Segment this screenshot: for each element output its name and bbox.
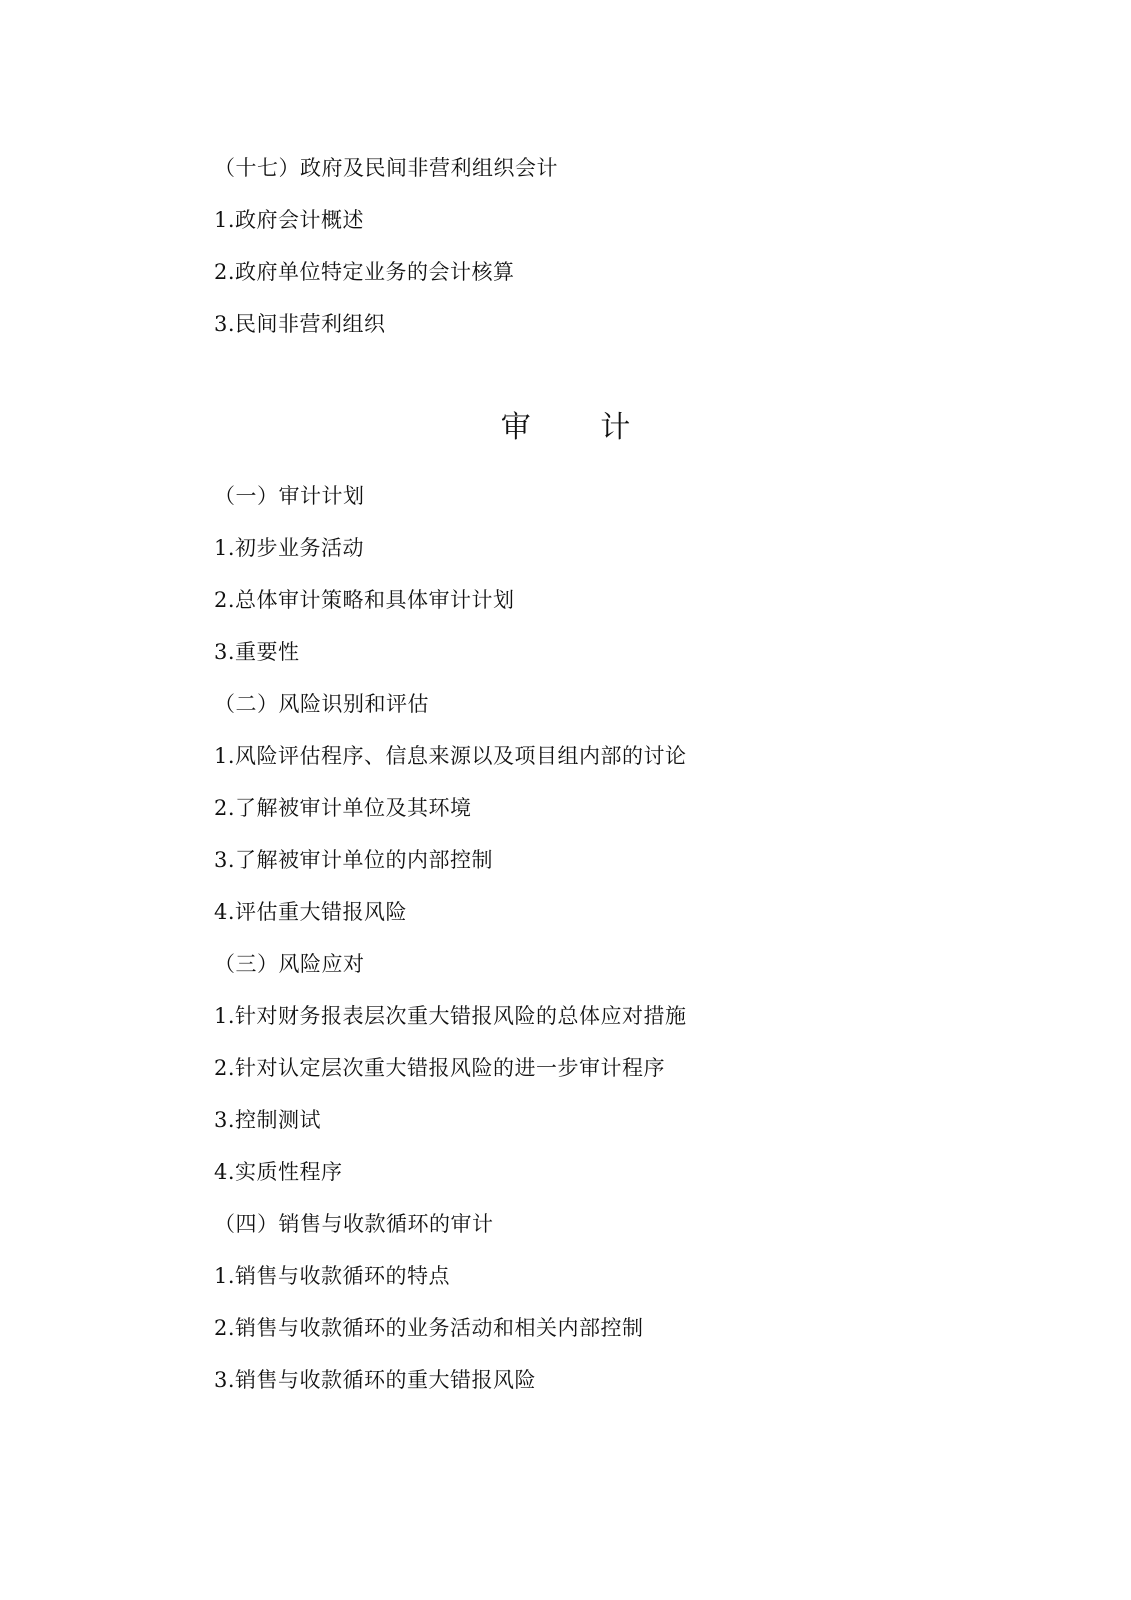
- list-item: 4.评估重大错报风险: [214, 900, 408, 924]
- list-item: 1.政府会计概述: [214, 208, 365, 232]
- section-heading: （二）风险识别和评估: [214, 692, 429, 716]
- section-heading: （十七）政府及民间非营利组织会计: [214, 156, 558, 180]
- list-item: 2.了解被审计单位及其环境: [214, 796, 472, 820]
- section-heading: （三）风险应对: [214, 952, 365, 976]
- page-title: 审 计: [500, 410, 661, 445]
- list-item: 1.销售与收款循环的特点: [214, 1264, 451, 1288]
- list-item: 3.重要性: [214, 640, 300, 664]
- list-item: 3.了解被审计单位的内部控制: [214, 848, 494, 872]
- list-item: 4.实质性程序: [214, 1160, 343, 1184]
- list-item: 1.针对财务报表层次重大错报风险的总体应对措施: [214, 1004, 687, 1028]
- list-item: 2.针对认定层次重大错报风险的进一步审计程序: [214, 1056, 666, 1080]
- section-heading: （四）销售与收款循环的审计: [214, 1212, 494, 1236]
- list-item: 2.政府单位特定业务的会计核算: [214, 260, 515, 284]
- list-item: 3.销售与收款循环的重大错报风险: [214, 1368, 537, 1392]
- list-item: 2.销售与收款循环的业务活动和相关内部控制: [214, 1316, 644, 1340]
- list-item: 2.总体审计策略和具体审计计划: [214, 588, 515, 612]
- list-item: 3.民间非营利组织: [214, 312, 386, 336]
- list-item: 1.风险评估程序、信息来源以及项目组内部的讨论: [214, 744, 687, 768]
- list-item: 3.控制测试: [214, 1108, 322, 1132]
- section-heading: （一）审计计划: [214, 484, 365, 508]
- list-item: 1.初步业务活动: [214, 536, 365, 560]
